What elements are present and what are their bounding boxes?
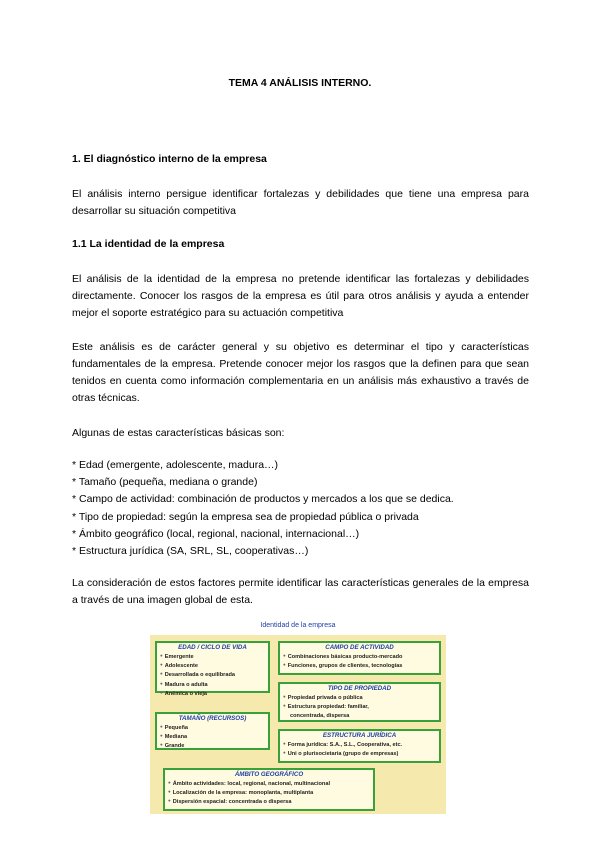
box-tamano-line: ● Mediana bbox=[160, 732, 265, 741]
box-tipo bbox=[278, 682, 441, 722]
box-estructura bbox=[278, 729, 441, 763]
figure-title: Identidad de la empresa bbox=[260, 622, 336, 629]
identity-paragraph-1: El análisis de la identidad de la empresa no pretende identificar las fortalezas y debilidades directamente. Conocer los rasgos de la empresa es útil para otros análisis y ayuda a entender mejor el soporte estratégico para su actuación competitiva bbox=[72, 273, 529, 319]
box-campo bbox=[278, 641, 441, 675]
box-tipo-line: ● Estructura propiedad: familiar, bbox=[283, 702, 436, 711]
section-1-paragraph: El análisis interno persigue identificar fortalezas y debilidades que tiene una empresa para desarrollar su situación competitiva bbox=[72, 188, 529, 217]
box-estructura-line: ● Uni o plurisocietaria (grupo de empresas) bbox=[283, 749, 436, 758]
box-tamano-line: ● Grande bbox=[160, 741, 265, 750]
list-item: * Campo de actividad: combinación de productos y mercados a los que se dedica. bbox=[72, 493, 454, 506]
box-tamano-line: ● Pequeña bbox=[160, 723, 265, 732]
list-item: * Tamaño (pequeña, mediana o grande) bbox=[72, 476, 258, 489]
box-estructura-line: ● Forma jurídica: S.A., S.L., Cooperativa, etc. bbox=[283, 740, 436, 749]
section-1-1-heading: 1.1 La identidad de la empresa bbox=[72, 238, 225, 250]
box-edad-line: ● Anémica o vieja bbox=[160, 689, 265, 698]
list-item: * Edad (emergente, adolescente, madura…) bbox=[72, 459, 279, 471]
conclusion-paragraph: La consideración de estos factores permite identificar las características generales de la empresa a través de una imagen global de esta. bbox=[72, 577, 529, 606]
identity-figure bbox=[150, 618, 446, 814]
box-edad-line: ● Madura o adulta bbox=[160, 680, 265, 689]
list-intro: Algunas de estas características básicas son: bbox=[72, 427, 285, 439]
box-edad-line: ● Desarrollada o equilibrada bbox=[160, 670, 265, 679]
box-ambito bbox=[163, 768, 375, 811]
box-edad-line: ● Adolescente bbox=[160, 661, 265, 670]
section-1-heading: 1. El diagnóstico interno de la empresa bbox=[72, 153, 267, 165]
box-tipo-line: ● Propiedad privada o pública bbox=[283, 693, 436, 702]
box-edad-title: EDAD / CICLO DE VIDA bbox=[178, 644, 247, 651]
list-item: * Estructura jurídica (SA, SRL, SL, cooperativas…) bbox=[72, 545, 309, 558]
box-tamano-title: TAMAÑO (RECURSOS) bbox=[178, 715, 247, 722]
document-title: TEMA 4 ANÁLISIS INTERNO. bbox=[228, 77, 372, 89]
box-ambito-line: ● Ámbito actividades: local, regional, nacional, multinacional bbox=[168, 779, 370, 788]
box-ambito-line: ● Dispersión espacial: concentrada o dispersa bbox=[168, 797, 370, 806]
box-edad bbox=[155, 641, 270, 697]
list-item: * Tipo de propiedad: según la empresa sea de propiedad pública o privada bbox=[72, 510, 419, 523]
box-campo-line: ● Funciones, grupos de clientes, tecnologías bbox=[283, 661, 436, 670]
box-estructura-title: ESTRUCTURA JURÍDICA bbox=[322, 732, 397, 739]
box-edad-line: ● Emergente bbox=[160, 652, 265, 661]
identity-paragraph-2: Este análisis es de carácter general y su objetivo es determinar el tipo y características fundamentales de la empresa. Pretende conocer mejor los rasgos que la definen para que sean tenidos en cuenta como información complementaria en un análisis más exhaustivo a través de otras técnicas. bbox=[72, 341, 529, 404]
box-tipo-line: concentrada, dispersa bbox=[290, 713, 350, 720]
box-tipo-title: TIPO DE PROPIEDAD bbox=[327, 685, 392, 692]
list-item: * Ámbito geográfico (local, regional, nacional, internacional…) bbox=[72, 527, 360, 540]
box-ambito-title: ÁMBITO GEOGRÁFICO bbox=[234, 771, 304, 778]
box-tamano bbox=[155, 712, 270, 750]
box-ambito-line: ● Localización de la empresa: monoplanta, multiplanta bbox=[168, 788, 370, 797]
box-campo-line: ● Combinaciones básicas producto-mercado bbox=[283, 652, 436, 661]
box-campo-title: CAMPO DE ACTIVIDAD bbox=[325, 644, 394, 651]
characteristics-list bbox=[72, 457, 454, 560]
